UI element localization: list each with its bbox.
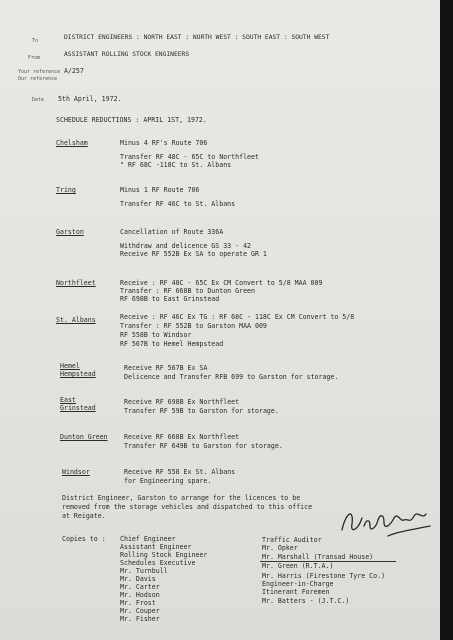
copies-left-4: Mr. Turnbull — [120, 567, 168, 575]
date-value: 5th April, 1972. — [58, 95, 122, 103]
hemel-line-2: Delicence and Transfer RFB 699 to Garston for storage. — [124, 373, 339, 381]
dunton-green-line-1: Receive RF 668B Ex Northfleet — [124, 433, 240, 441]
copies-right-0: Traffic Auditor — [262, 536, 322, 544]
dunton-green-line-2: Transfer RF 649B to Garston for storage. — [124, 442, 283, 450]
northfleet-line-1: Receive : RF 48C - 65C Ex CM Convert to 5/8 MAA 009 — [120, 279, 323, 287]
copies-right-1: Mr. Opker — [262, 544, 298, 552]
windsor-line-2: for Engineering spare. — [124, 477, 212, 485]
from-label: From — [28, 55, 41, 61]
place-northfleet: Northfleet — [56, 279, 96, 287]
place-dunton-green: Dunton Green — [60, 433, 108, 441]
copies-label: Copies to : — [62, 535, 106, 543]
signature — [336, 500, 436, 544]
copies-left-3: Schedules Executive — [120, 559, 196, 567]
garston-line-1: Cancellation of Route 336A — [120, 228, 224, 236]
place-windsor: Windsor — [62, 468, 90, 476]
copies-left-2: Rolling Stock Engineer — [120, 551, 208, 559]
copies-right-6: Itinerant Foremen — [262, 588, 330, 596]
place-hemel-hempstead: Hemel Hempstead — [60, 362, 96, 378]
chelsham-line-4: " RF 68C -118C to St. Albans — [120, 161, 232, 169]
chelsham-line-3: Transfer RF 48C - 65C to Northfleet — [120, 153, 259, 161]
place-garston: Garston — [56, 228, 84, 236]
tring-line-1: Minus 1 RF Route 706 — [120, 186, 200, 194]
windsor-line-1: Receive RF 558 Ex St. Albans — [124, 468, 236, 476]
to-value: DISTRICT ENGINEERS : NORTH EAST : NORTH WEST : SOUTH EAST : SOUTH WEST — [64, 34, 330, 41]
copies-left-9: Mr. Couper — [120, 607, 160, 615]
northfleet-line-3: RF 698B to East Grinstead — [120, 295, 220, 303]
copies-right-3: Mr. Green (R.T.A.) — [262, 562, 334, 570]
copies-left-6: Mr. Carter — [120, 583, 160, 591]
tring-line-3: Transfer RF 46C to St. Albans — [120, 200, 236, 208]
copies-right-5: Engineer-in-Charge — [262, 580, 334, 588]
date-label: Date — [32, 97, 45, 103]
east-grinstead-line-1: Receive RF 698B Ex Northfleet — [124, 398, 240, 406]
copies-right-4: Mr. Harris (Firestone Tyre Co.) — [262, 572, 386, 580]
northfleet-line-2: Transfer : RF 668B to Dunton Green — [120, 287, 255, 295]
copies-left-1: Assistant Engineer — [120, 543, 192, 551]
place-tring: Tring — [56, 186, 76, 194]
st-albans-line-3: RF 558B to Windsor — [120, 331, 192, 339]
to-label: To — [32, 38, 39, 44]
from-value: ASSISTANT ROLLING STOCK ENGINEERS — [64, 51, 190, 58]
note-line-2: removed from the storage vehicles and dispatched to this office — [62, 503, 313, 511]
our-ref-label: Our reference — [18, 76, 58, 82]
copies-right-7: Mr. Batters - (J.T.C.) — [262, 597, 350, 605]
place-st-albans: St. Albans — [56, 316, 96, 324]
copies-left-5: Mr. Davis — [120, 575, 156, 583]
east-grinstead-line-2: Transfer RF 59B to Garston for storage. — [124, 407, 279, 415]
copies-left-8: Mr. Frost — [120, 599, 156, 607]
scan-dark-edge — [440, 0, 453, 640]
copies-left-0: Chief Engineer — [120, 535, 176, 543]
ref-value: A/257 — [64, 67, 84, 75]
st-albans-line-2: Transfer : RF 552B to Garston MAA 009 — [120, 322, 267, 330]
your-ref-label: Your reference — [18, 69, 61, 75]
st-albans-line-1: Receive : RF 46C Ex TG : RF 68C - 118C Ex CM Convert to 5/8 — [120, 313, 355, 321]
chelsham-line-1: Minus 4 RF's Route 706 — [120, 139, 208, 147]
schedule-title: SCHEDULE REDUCTIONS : APRIL 1ST, 1972. — [56, 116, 207, 124]
note-line-3: at Reigate. — [62, 512, 106, 520]
copies-left-10: Mr. Fisher — [120, 615, 160, 623]
copies-right-2: Mr. Marshall (Transad House) — [262, 553, 374, 561]
place-chelsham: Chelsham — [56, 139, 88, 147]
hemel-line-1: Receive RF 567B Ex SA — [124, 364, 208, 372]
garston-line-4: Receive RF 552B Ex SA to operate GR 1 — [120, 250, 267, 258]
place-east-grinstead: East Grinstead — [60, 396, 96, 412]
st-albans-line-4: RF 567B to Hemel Hempstead — [120, 340, 224, 348]
garston-line-3: Withdraw and delicence GS 33 - 42 — [120, 242, 252, 250]
copies-left-7: Mr. Hodson — [120, 591, 160, 599]
note-line-1: District Engineer, Garston to arrange for the licences to be — [62, 494, 301, 502]
